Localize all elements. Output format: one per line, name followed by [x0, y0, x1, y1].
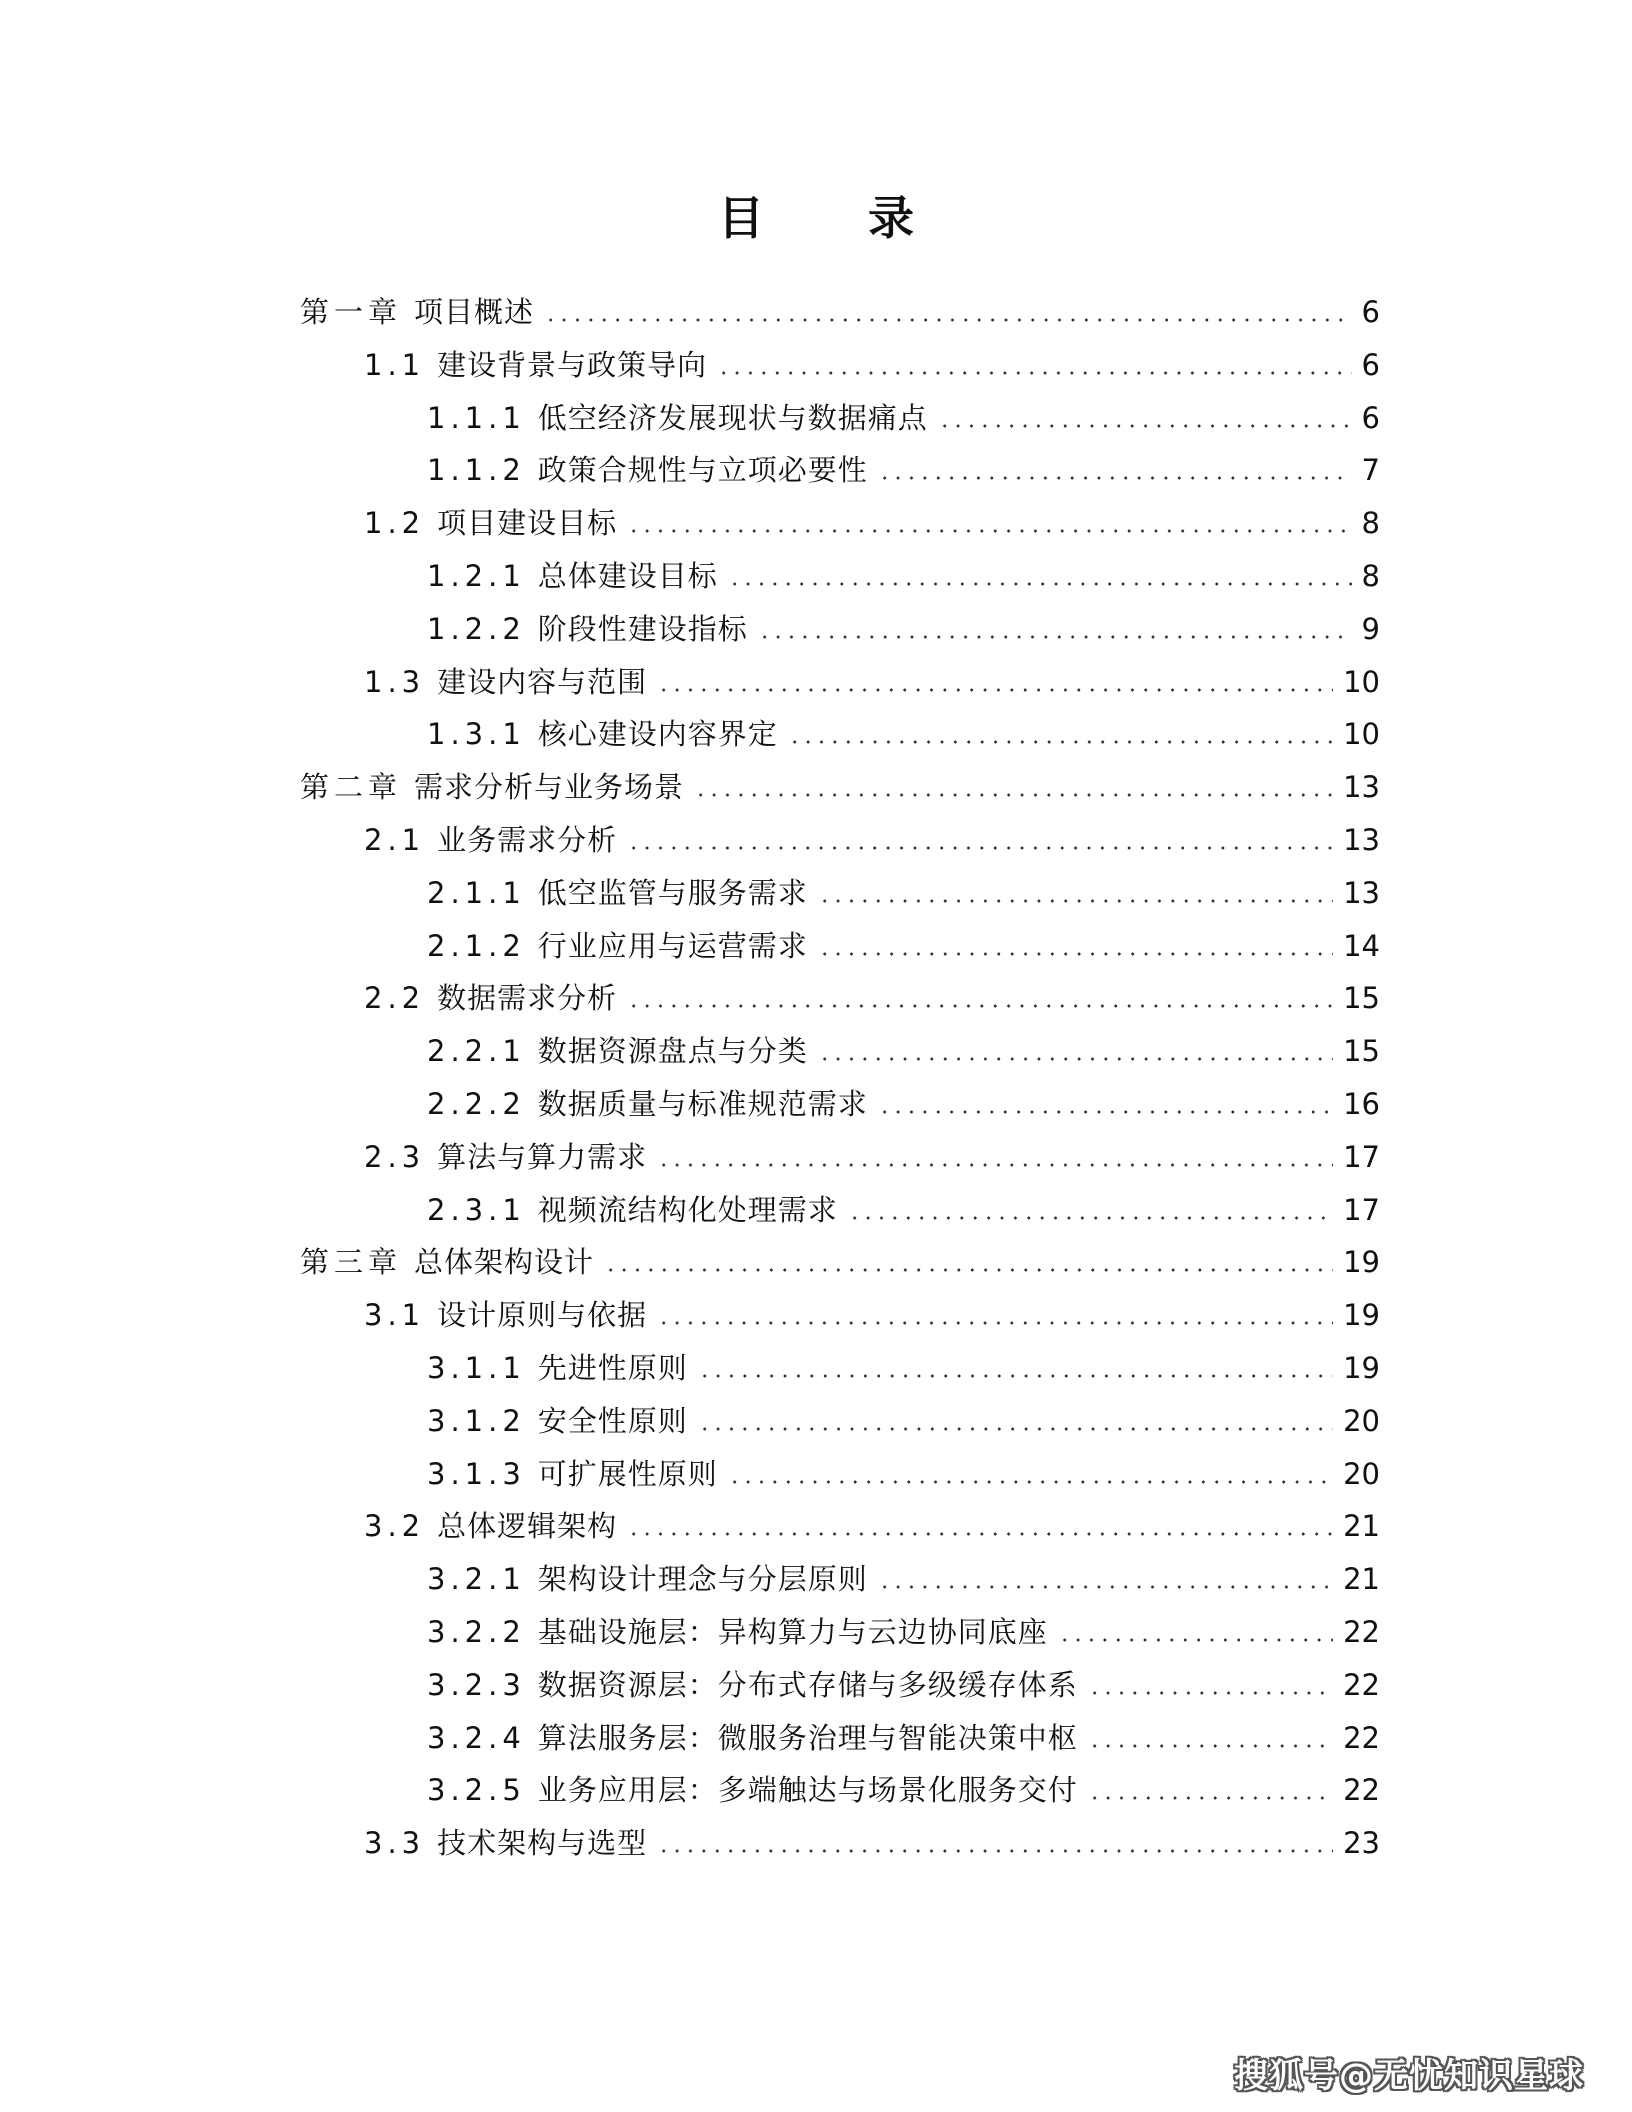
toc-entry-number: 2.2.1 — [427, 1034, 526, 1069]
toc-entry-label: 低空监管与服务需求 — [537, 875, 808, 910]
page-title: 目 录 — [717, 191, 958, 245]
toc-entry-2-3-1[interactable] — [427, 1190, 1380, 1230]
toc-entry-第一章[interactable] — [300, 292, 1380, 332]
toc-dot-leader — [657, 1163, 1333, 1167]
toc-entry-page: 8 — [1361, 559, 1380, 593]
toc-entry-page: 20 — [1343, 1456, 1380, 1491]
toc-entry-page: 17 — [1343, 1192, 1380, 1227]
toc-entry-3-1-2[interactable] — [427, 1401, 1380, 1441]
toc-entry-page: 13 — [1343, 875, 1380, 910]
toc-entry-page: 19 — [1343, 1351, 1380, 1385]
toc-entry-number: 1.3 — [364, 664, 426, 699]
toc-entry-label: 算法服务层：微服务治理与智能决策中枢 — [537, 1720, 1078, 1755]
toc-dot-leader — [717, 371, 1351, 375]
toc-entry-3-1-3[interactable] — [427, 1454, 1380, 1494]
toc-entry-page: 22 — [1343, 1720, 1380, 1755]
toc-entry-label: 数据质量与标准规范需求 — [537, 1087, 868, 1121]
toc-entry-page: 7 — [1361, 453, 1380, 488]
toc-entry-number: 3.1.2 — [427, 1403, 526, 1438]
toc-entry-page: 9 — [1361, 611, 1380, 646]
toc-entry-number: 2.3.1 — [427, 1192, 526, 1227]
toc-entry-number: 2.2 — [364, 981, 426, 1016]
toc-entry-number: 1.2.1 — [427, 559, 526, 593]
toc-entry-page: 19 — [1343, 1245, 1380, 1280]
toc-entry-2-2[interactable] — [364, 978, 1380, 1018]
toc-entry-number: 3.2.3 — [427, 1667, 526, 1702]
toc-dot-leader — [728, 1480, 1333, 1484]
toc-entry-page: 16 — [1343, 1087, 1380, 1121]
toc-entry-label: 视频流结构化处理需求 — [537, 1192, 838, 1227]
toc-entry-label: 架构设计理念与分层原则 — [537, 1562, 868, 1597]
toc-entry-page: 14 — [1343, 928, 1380, 963]
toc-entry-number: 1.2.2 — [427, 611, 526, 646]
toc-entry-label: 总体逻辑架构 — [437, 1509, 618, 1544]
toc-entry-page: 22 — [1343, 1667, 1380, 1702]
toc-entry-page: 20 — [1343, 1403, 1380, 1438]
toc-entry-label: 需求分析与业务场景 — [414, 770, 685, 805]
toc-entry-number: 1.1.2 — [427, 453, 526, 488]
toc-entry-page: 6 — [1361, 295, 1380, 329]
toc-dot-leader — [758, 635, 1352, 639]
toc-entry-1-2-2[interactable] — [427, 609, 1380, 649]
toc-entry-number: 2.1 — [364, 823, 426, 857]
toc-dot-leader — [1088, 1796, 1333, 1800]
toc-entry-2-2-2[interactable] — [427, 1084, 1380, 1124]
toc-dot-leader — [698, 1374, 1333, 1378]
toc-entry-number: 1.1.1 — [427, 400, 526, 435]
toc-dot-leader — [878, 1110, 1333, 1114]
toc-entry-label: 可扩展性原则 — [537, 1456, 718, 1491]
toc-dot-leader — [878, 476, 1352, 480]
toc-entry-label: 数据需求分析 — [437, 981, 618, 1016]
toc-entry-3-3[interactable] — [364, 1823, 1380, 1863]
toc-entry-3-1-1[interactable] — [427, 1348, 1380, 1388]
toc-entry-1-1[interactable] — [364, 345, 1380, 385]
toc-dot-leader — [627, 846, 1333, 850]
toc-entry-label: 行业应用与运营需求 — [537, 928, 808, 963]
toc-entry-2-1[interactable] — [364, 820, 1380, 860]
toc-entry-number: 1.3.1 — [427, 717, 526, 752]
toc-entry-label: 算法与算力需求 — [437, 1139, 648, 1174]
toc-dot-leader — [627, 529, 1351, 533]
toc-entry-3-2-5[interactable] — [427, 1770, 1380, 1810]
toc-entry-第二章[interactable] — [300, 767, 1380, 807]
toc-entry-number: 3.1.3 — [427, 1456, 526, 1491]
toc-dot-leader — [1058, 1638, 1333, 1642]
toc-entry-number: 3.2 — [364, 1509, 426, 1544]
toc-entry-page: 6 — [1361, 347, 1380, 382]
toc-entry-page: 13 — [1343, 823, 1380, 857]
toc-entry-2-3[interactable] — [364, 1137, 1380, 1177]
toc-entry-page: 15 — [1343, 981, 1380, 1016]
toc-dot-leader — [788, 740, 1333, 744]
toc-entry-page: 22 — [1343, 1615, 1380, 1649]
toc-entry-label: 建设背景与政策导向 — [437, 347, 708, 382]
toc-entry-page: 21 — [1343, 1509, 1380, 1544]
toc-entry-3-2-3[interactable] — [427, 1665, 1380, 1705]
toc-dot-leader — [728, 582, 1352, 586]
toc-entry-3-2-2[interactable] — [427, 1612, 1380, 1652]
toc-entry-1-2[interactable] — [364, 503, 1380, 543]
toc-entry-label: 数据资源层：分布式存储与多级缓存体系 — [537, 1667, 1078, 1702]
toc-dot-leader — [818, 952, 1333, 956]
toc-entry-number: 3.3 — [364, 1826, 426, 1861]
toc-entry-label: 先进性原则 — [537, 1351, 688, 1385]
toc-entry-label: 业务需求分析 — [437, 823, 618, 857]
toc-entry-page: 21 — [1343, 1562, 1380, 1597]
toc-entry-page: 8 — [1361, 506, 1380, 541]
toc-entry-page: 6 — [1361, 400, 1380, 435]
toc-dot-leader — [938, 424, 1352, 428]
toc-entry-1-2-1[interactable] — [427, 556, 1380, 596]
toc-entry-label: 政策合规性与立项必要性 — [537, 453, 868, 488]
toc-entry-number: 3.1.1 — [427, 1351, 526, 1385]
toc-entry-number: 2.2.2 — [427, 1087, 526, 1121]
toc-entry-number: 第一章 — [300, 295, 403, 329]
toc-entry-page: 10 — [1343, 717, 1380, 752]
toc-entry-page: 15 — [1343, 1034, 1380, 1069]
toc-entry-page: 22 — [1343, 1773, 1380, 1808]
toc-entry-1-1-2[interactable] — [427, 450, 1380, 490]
toc-dot-leader — [604, 1268, 1333, 1272]
toc-dot-leader — [694, 793, 1333, 797]
toc-dot-leader — [657, 1321, 1333, 1325]
toc-entry-number: 第二章 — [300, 770, 403, 805]
toc-dot-leader — [818, 1057, 1333, 1061]
toc-entry-label: 低空经济发展现状与数据痛点 — [537, 400, 928, 435]
toc-entry-1-3[interactable] — [364, 662, 1380, 702]
toc-entry-2-1-2[interactable] — [427, 926, 1380, 966]
toc-entry-3-2-1[interactable] — [427, 1559, 1380, 1599]
toc-entry-2-1-1[interactable] — [427, 873, 1380, 913]
toc-entry-label: 基础设施层：异构算力与云边协同底座 — [537, 1615, 1048, 1649]
toc-entry-2-2-1[interactable] — [427, 1031, 1380, 1071]
toc-entry-page: 13 — [1343, 770, 1380, 805]
toc-entry-label: 总体建设目标 — [537, 559, 718, 593]
toc-entry-number: 1.2 — [364, 506, 426, 541]
toc-entry-label: 技术架构与选型 — [437, 1826, 648, 1861]
toc-dot-leader — [848, 1216, 1333, 1220]
toc-dot-leader — [657, 688, 1333, 692]
toc-entry-label: 建设内容与范围 — [437, 664, 648, 699]
toc-entry-1-3-1[interactable] — [427, 714, 1380, 754]
toc-entry-number: 第三章 — [300, 1245, 403, 1280]
toc-entry-label: 项目概述 — [414, 295, 535, 329]
toc-entry-number: 2.1.1 — [427, 875, 526, 910]
toc-entry-number: 3.2.2 — [427, 1615, 526, 1649]
toc-entry-label: 业务应用层：多端触达与场景化服务交付 — [537, 1773, 1078, 1808]
toc-entry-第三章[interactable] — [300, 1242, 1380, 1282]
toc-entry-label: 阶段性建设指标 — [537, 611, 748, 646]
toc-entry-number: 3.1 — [364, 1298, 426, 1333]
toc-entry-3-1[interactable] — [364, 1295, 1380, 1335]
toc-dot-leader — [544, 318, 1352, 322]
toc-dot-leader — [627, 1532, 1333, 1536]
toc-entry-1-1-1[interactable] — [427, 398, 1380, 438]
toc-entry-label: 核心建设内容界定 — [537, 717, 778, 752]
toc-dot-leader — [657, 1849, 1333, 1853]
toc-dot-leader — [627, 1004, 1333, 1008]
toc-entry-number: 1.1 — [364, 347, 426, 382]
toc-entry-number: 3.2.4 — [427, 1720, 526, 1755]
toc-entry-label: 项目建设目标 — [437, 506, 618, 541]
toc-dot-leader — [818, 899, 1333, 903]
toc-dot-leader — [1088, 1691, 1333, 1695]
toc-entry-number: 2.3 — [364, 1139, 426, 1174]
toc-entry-number: 3.2.5 — [427, 1773, 526, 1808]
toc-dot-leader — [878, 1585, 1333, 1589]
toc-entry-page: 23 — [1343, 1826, 1380, 1861]
watermark: 搜狐号@无忧知识星球 — [1234, 2056, 1584, 2096]
toc-entry-label: 安全性原则 — [537, 1403, 688, 1438]
toc-entry-label: 数据资源盘点与分类 — [537, 1034, 808, 1069]
toc-entry-page: 19 — [1343, 1298, 1380, 1333]
toc-entry-number: 3.2.1 — [427, 1562, 526, 1597]
toc-entry-page: 10 — [1343, 664, 1380, 699]
toc-dot-leader — [698, 1427, 1333, 1431]
toc-entry-3-2-4[interactable] — [427, 1718, 1380, 1758]
toc-entry-label: 设计原则与依据 — [437, 1298, 648, 1333]
toc-entry-page: 17 — [1343, 1139, 1380, 1174]
toc-entry-label: 总体架构设计 — [414, 1245, 595, 1280]
toc-entry-3-2[interactable] — [364, 1506, 1380, 1546]
toc-dot-leader — [1088, 1744, 1333, 1748]
toc-entry-number: 2.1.2 — [427, 928, 526, 963]
